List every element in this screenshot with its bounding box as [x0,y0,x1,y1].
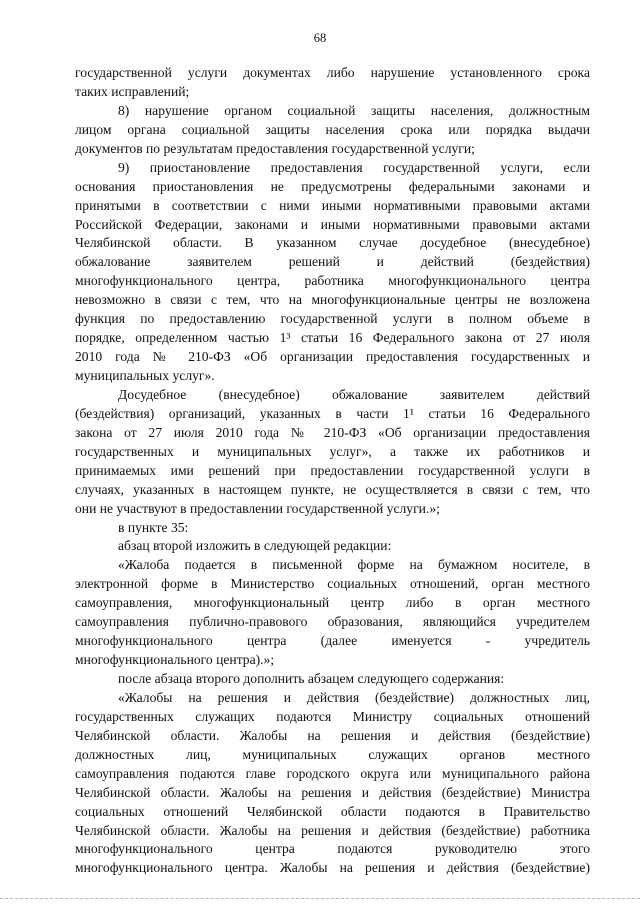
text-line: Челябинской области. В указанном случае досудебное (внесудебное) [75,235,590,251]
text-line: абзац второй изложить в следующей редакции: [118,538,392,554]
text-line: социальных отношений Челябинской области подаются в Правительство [75,803,590,819]
text-line: документов по результатам предоставления государственной услуги; [75,140,475,156]
text-line: должностных лиц, муниципальных служащих органов местного [75,746,590,762]
text-line: после абзаца второго дополнить абзацем следующего содержания: [118,671,505,686]
text-line: принятыми в соответствии с ними иными нормативными правовыми актами [75,197,590,213]
text-line: лицом органа социальной защиты населения срока или порядка выдачи [75,121,590,137]
text-line: 9) приостановление предоставления государственной услуги, если [118,159,590,175]
text-line: Челябинской области. Жалобы на решения и действия (бездействие) работника [75,822,590,838]
text-line: государственной услуги документах либо нарушение установленного срока [75,65,590,80]
text-line: самоуправления, многофункциональный центр либо в орган местного [75,595,590,611]
text-line: государственных и муниципальных услуг», а также их работников и [75,443,590,459]
text-line: «Жалобы на решения и действия (бездействие) должностных лиц, [118,689,590,705]
text-line: (бездействия) организаций, указанных в части 1¹ статьи 16 Федерального [75,405,590,421]
text-line: случаях, указанных в настоящем пункте, не осуществляется в связи с тем, что [75,481,590,497]
text-line: Досудебное (внесудебное) обжалование заявителем действий [118,386,590,402]
text-line: закона от 27 июля 2010 года № 210-ФЗ «Об организации предоставления [75,424,590,440]
text-line: порядке, определенном частью 1³ статьи 16 Федерального закона от 27 июля [75,330,590,346]
text-line: государственных служащих подаются Министру социальных отношений [75,708,590,724]
text-line: многофункционального центра (далее именуется - учредитель [75,633,590,649]
text-line: многофункционального центра подаются руководителю этого [75,841,590,857]
text-line: обжалование заявителем решений и действий (бездействия) [75,254,590,270]
text-line: функция по предоставлению государственной услуги в полном объеме в [75,311,590,327]
text-line: многофункционального центра, работника многофункционального центра [75,273,590,289]
text-line: самоуправления подаются главе городского округа или муниципального района [75,765,590,781]
text-line: многофункционального центра).»; [75,652,275,668]
page-number: 68 [313,31,327,45]
text-line: электронной форме в Министерство социальных отношений, орган местного [75,576,590,592]
text-line: муниципальных услуг». [75,368,215,383]
text-line: самоуправления публично-правового образования, являющийся учредителем [75,614,590,630]
text-line: Челябинской области. Жалобы на решения и действия (бездействие) [75,727,590,743]
text-line: 2010 года № 210-ФЗ «Об организации предоставления государственных и [75,349,590,365]
text-line: «Жалоба подается в письменной форме на бумажном носителе, в [118,557,590,573]
body-text [75,64,590,878]
text-line: они не участвуют в предоставлении государственной услуги.»; [75,500,440,516]
text-line: в пункте 35: [118,519,189,535]
text-line: 8) нарушение органом социальной защиты населения, должностным [118,102,590,118]
text-line: основания приостановления не предусмотрены федеральными законами и [75,178,590,194]
scan-edge-line [0,898,640,899]
text-line: Челябинской области. Жалобы на решения и действия (бездействие) Министра [75,784,590,800]
text-line: невозможно в связи с тем, что на многофункциональные центры не возложена [75,292,590,308]
text-line: многофункционального центра. Жалобы на решения и действия (бездействие) [75,860,590,876]
text-line: Российской Федерации, законами и иными нормативными правовыми актами [75,216,590,232]
text-line: принимаемых ими решений при предоставлении государственной услуги в [75,462,590,478]
text-line: таких исправлений; [75,83,190,99]
